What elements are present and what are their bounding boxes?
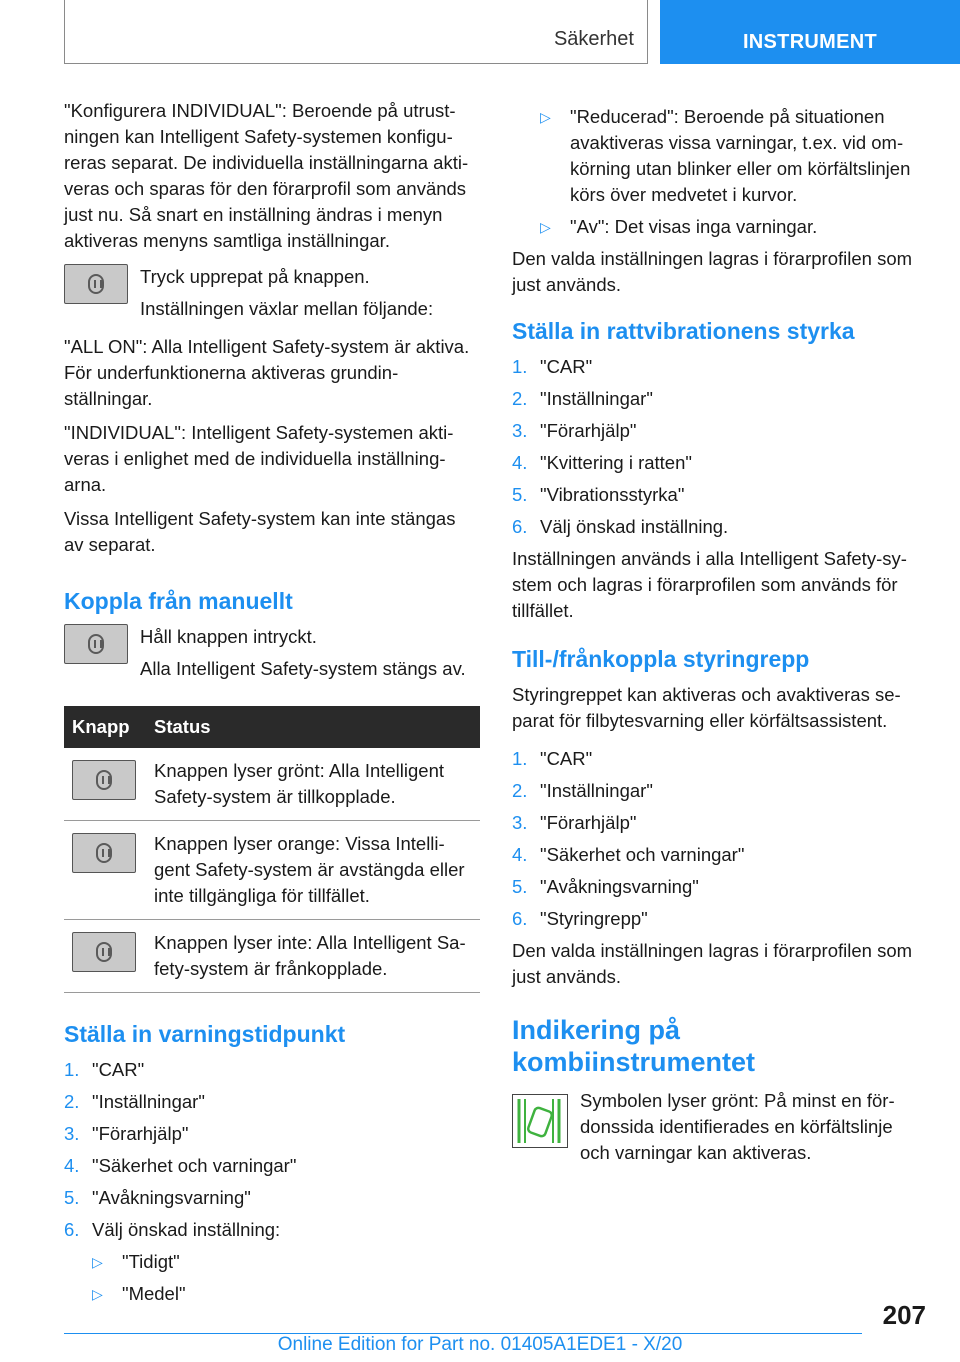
triangle-bullet-icon: ▷ (540, 109, 551, 125)
some-note-paragraph: Vissa Intelligent Safety-system kan inte stängas av separat. (64, 508, 456, 555)
heading-manual-off: Koppla från manuellt (64, 588, 293, 614)
warning-options-list (64, 1249, 480, 1307)
lane-departure-indicator-icon (512, 1094, 568, 1148)
list-item: 6. Välj önskad inställning: (64, 1219, 281, 1240)
triangle-bullet-icon: ▷ (92, 1286, 103, 1302)
indicator-row (512, 1088, 922, 1166)
list-item: 5. "Vibrationsstyrka" (512, 484, 685, 505)
list-item: 1. "CAR" (64, 1059, 145, 1080)
table-row (64, 821, 480, 920)
list-item: ▷ "Medel" (64, 1281, 480, 1307)
heading-indicator: Indikering på kombiinstrumentet (512, 1015, 756, 1077)
hold-line-2: Alla Intelligent Safety-system stängs av. (140, 658, 466, 679)
steering-steps-list (512, 746, 922, 932)
intelligent-safety-button-icon (64, 264, 128, 304)
all-on-paragraph: "ALL ON": Alla Intelligent Safety-system är aktiva. För underfunktionerna aktiveras grundinställningar. (64, 336, 470, 409)
list-item: ▷ "Reducerad": Beroende på situationen avaktiveras vissa varningar, t.ex. vid omkörning utan blinker eller om körfältslinjen körs över medvetet i kurvor. (512, 104, 922, 208)
heading-steering-intervention: Till-/frånkoppla styringrepp (512, 646, 810, 672)
table-header-button: Knapp (64, 706, 146, 748)
individual-paragraph: "INDIVIDUAL": Intelligent Safety-systemen aktiveras i enlighet med de individuella inställningarna. (64, 422, 454, 495)
indicator-text: Symbolen lyser grönt: På minst en fördonssida identifierades en körfältslinje och varningar kan aktiveras. (580, 1090, 895, 1163)
page-number: 207 (882, 1300, 926, 1330)
list-item: 4. "Kvittering i ratten" (512, 452, 692, 473)
header-section-title: Säkerhet (553, 28, 634, 50)
warning-steps-list (64, 1057, 480, 1243)
intro-paragraph: "Konfigurera INDIVIDUAL": Beroende på utrustningen kan Intelligent Safety-systemen konfigureras separat. De individuella inställningarna aktiveras och sparas för den förarprofil som används just nu. Så snart en inställning ändras i menyn aktiveras menyns samtliga inställningar. (64, 100, 469, 251)
list-item: 3. "Förarhjälp" (64, 1123, 189, 1144)
button-off-icon (72, 932, 136, 972)
vibration-note: Inställningen används i alla Intelligent Safety-system och lagras i förarprofilen som används för tillfället. (512, 548, 907, 621)
triangle-bullet-icon: ▷ (92, 1254, 103, 1270)
vibration-steps-list (512, 354, 922, 540)
list-item: 4. "Säkerhet och varningar" (512, 844, 745, 865)
list-item: 5. "Avåkningsvarning" (64, 1187, 251, 1208)
heading-vibration: Ställa in rattvibrationens styrka (512, 318, 855, 344)
hold-instruction (64, 624, 480, 688)
list-item: 3. "Förarhjälp" (512, 812, 637, 833)
saved-note-1: Den valda inställningen lagras i förarprofilen som just används. (512, 248, 913, 295)
table-cell-status: Knappen lyser inte: Alla Intelligent Safety-system är frånkopplade. (146, 920, 480, 993)
left-column (64, 98, 480, 1313)
table-cell-status: Knappen lyser grönt: Alla Intelligent Safety-system är tillkopplade. (146, 748, 480, 821)
list-item: 5. "Avåkningsvarning" (512, 876, 699, 897)
list-item: 2. "Inställningar" (64, 1091, 205, 1112)
press-line-1: Tryck upprepat på knappen. (140, 266, 370, 287)
list-item: ▷ "Tidigt" (64, 1249, 480, 1275)
list-item: 4. "Säkerhet och varningar" (64, 1155, 297, 1176)
list-item: 1. "CAR" (512, 748, 593, 769)
footer-edition: Online Edition for Part no. 01405A1EDE1 - X/20 (277, 1334, 683, 1355)
triangle-bullet-icon: ▷ (540, 219, 551, 235)
list-item: 6. "Styringrepp" (512, 908, 648, 929)
hold-line-1: Håll knappen intryckt. (140, 626, 317, 647)
list-item: 2. "Inställningar" (512, 780, 653, 801)
table-row (64, 920, 480, 993)
header-chapter-tab[interactable]: INSTRUMENT (660, 0, 960, 64)
steering-note: Styringreppet kan aktiveras och avaktiveras separat för filbytesvarning eller körfältsassistent. (512, 684, 901, 731)
table-row (64, 748, 480, 821)
heading-warning-time: Ställa in varningstidpunkt (64, 1021, 346, 1047)
saved-note-2: Den valda inställningen lagras i förarprofilen som just används. (512, 940, 913, 987)
list-item: ▷ "Av": Det visas inga varningar. (512, 214, 922, 240)
table-header-status: Status (146, 706, 480, 748)
table-cell-status: Knappen lyser orange: Vissa Intelligent Safety-system är avstängda eller inte tillgängliga för tillfället. (146, 821, 480, 920)
list-item: 6. Välj önskad inställning. (512, 516, 729, 537)
intelligent-safety-button-icon (64, 624, 128, 664)
warning-options-continued (512, 104, 922, 240)
list-item: 1. "CAR" (512, 356, 593, 377)
right-column (512, 104, 922, 1166)
button-orange-icon (72, 833, 136, 873)
press-instruction (64, 264, 480, 328)
list-item: 2. "Inställningar" (512, 388, 653, 409)
press-line-2: Inställningen växlar mellan följande: (140, 298, 434, 319)
button-green-icon (72, 760, 136, 800)
list-item: 3. "Förarhjälp" (512, 420, 637, 441)
status-table (64, 706, 480, 993)
